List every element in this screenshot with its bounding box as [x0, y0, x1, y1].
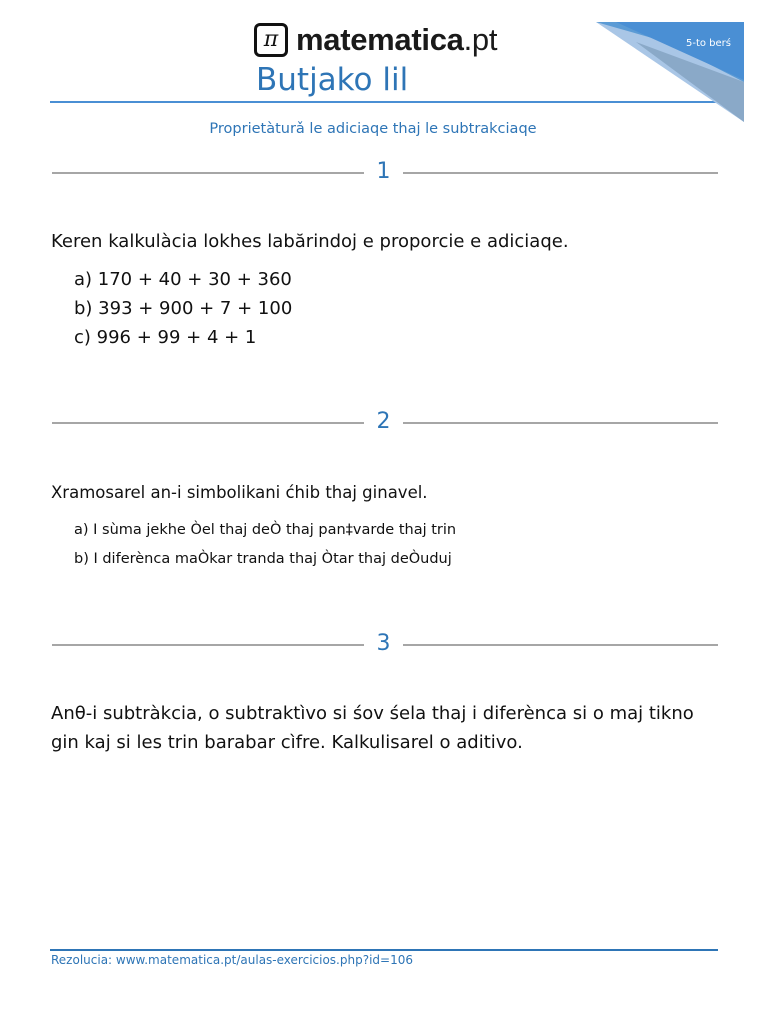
section-number: 2: [376, 409, 391, 434]
page-subtitle: Proprietàturǎ le adiciaqe thaj le subtrakciaqe: [209, 121, 537, 137]
corner-decoration: [596, 22, 744, 122]
page-title: Butjako lil: [256, 62, 409, 98]
question-1-text: Keren kalkulàcia lokhes labărindoj e proporcie e adiciaqe.: [51, 231, 569, 252]
grade-badge: 5-to berś: [685, 38, 731, 49]
pi-logo-icon: π: [254, 23, 288, 57]
footer-solution-link[interactable]: Rezolucia: www.matematica.pt/aulas-exercicios.php?id=106: [51, 953, 413, 967]
section-separator-1: [52, 161, 718, 185]
logo-wordmark: [296, 22, 497, 58]
list-item: a) 170 + 40 + 30 + 360: [74, 269, 292, 290]
separator-line: [52, 172, 364, 174]
separator-line: [52, 422, 364, 424]
separator-line: [403, 422, 718, 424]
question-3-line: gin kaj si les trin barabar cìfre. Kalkulisarel o aditivo.: [51, 732, 523, 753]
footer-divider: [50, 949, 718, 951]
site-logo: [254, 22, 497, 58]
separator-line: [403, 172, 718, 174]
section-number: 3: [376, 631, 391, 656]
separator-line: [403, 644, 718, 646]
section-number: 1: [376, 159, 391, 184]
list-item: b) I diferènca maÒkar tranda thaj Òtar thaj deÒuduj: [74, 551, 452, 567]
section-separator-3: [52, 633, 718, 657]
list-item: c) 996 + 99 + 4 + 1: [74, 327, 257, 348]
logo-wordmark-suffix: .pt: [463, 22, 498, 57]
logo-wordmark-bold: matematica: [296, 22, 464, 57]
separator-line: [52, 644, 364, 646]
list-item: a) I sùma jekhe Òel thaj deÒ thaj pan‡varde thaj trin: [74, 522, 457, 538]
section-separator-2: [52, 411, 718, 435]
list-item: b) 393 + 900 + 7 + 100: [74, 298, 293, 319]
question-2-text: Xramosarel an-i simbolikani ćhib thaj ginavel.: [51, 483, 428, 502]
question-3-line: Anθ-i subtràkcia, o subtraktìvo si śov śela thaj i diferènca si o maj tikno: [51, 703, 694, 724]
question-3-text: [51, 699, 694, 757]
question-1-items: [74, 265, 292, 352]
question-2-items: [74, 516, 456, 574]
